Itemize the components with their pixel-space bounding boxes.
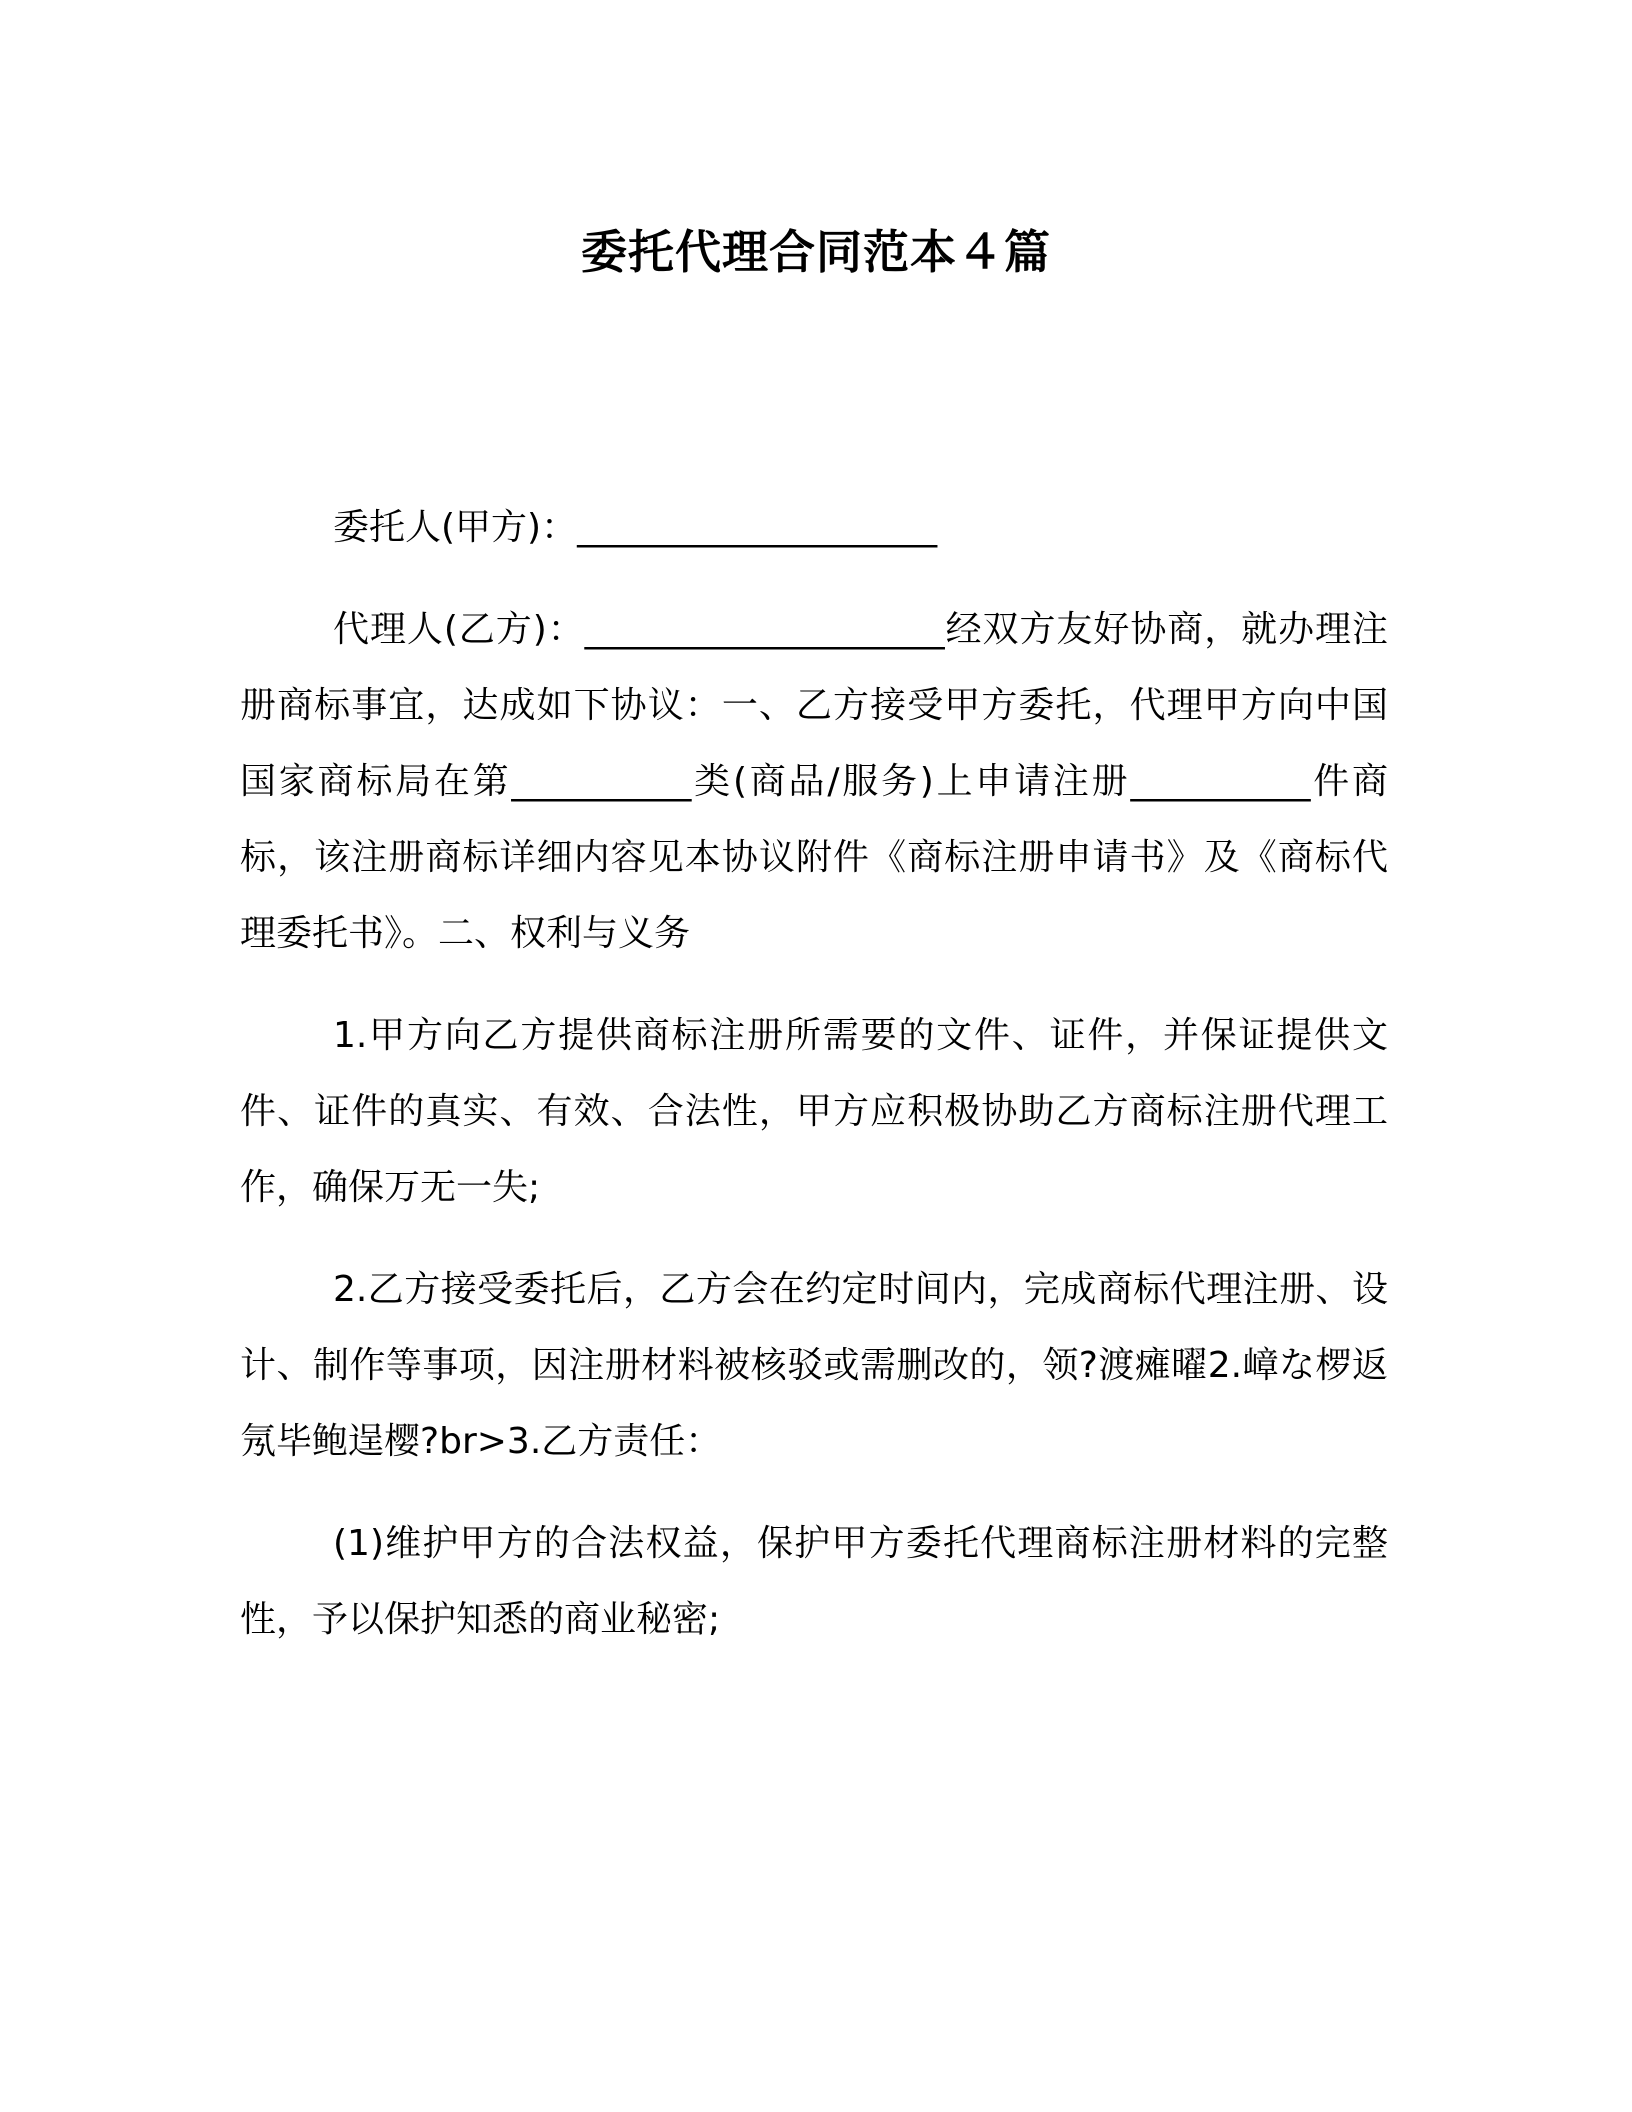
paragraph-principal: 委托人(甲方)：____________________ [333,507,938,548]
document-title: 委托代理合同范本４篇 [581,225,1051,279]
paragraph-clause-3-1: (1)维护甲方的合法权益，保护甲方委托代理商标注册材料的完整性，予以保护知悉的商业秘密; [240,1523,1388,1640]
paragraph-clause-2: 2.乙方接受委托后，乙方会在约定时间内，完成商标代理注册、设计、制作等事项，因注册材料被核驳或需删改的，领?渡瘫曜2.嶂な椤返氖毕鲍逞樱?br>3.乙方责任： [240,1269,1388,1462]
document-body [240,490,1388,1684]
paragraph-agent-agreement: 代理人(乙方)：____________________经双方友好协商，就办理注册商标事宜，达成如下协议：一、乙方接受甲方委托，代理甲方向中国国家商标局在第__________类(商品/服务)上申请注册__________件商标，该注册商标详细内容见本协议附件《商标注册申请书》及《商标代理委托书》。二、权利与义务 [240,609,1388,954]
paragraph-clause-1: 1.甲方向乙方提供商标注册所需要的文件、证件，并保证提供文件、证件的真实、有效、合法性，甲方应积极协助乙方商标注册代理工作，确保万无一失; [240,1015,1388,1208]
